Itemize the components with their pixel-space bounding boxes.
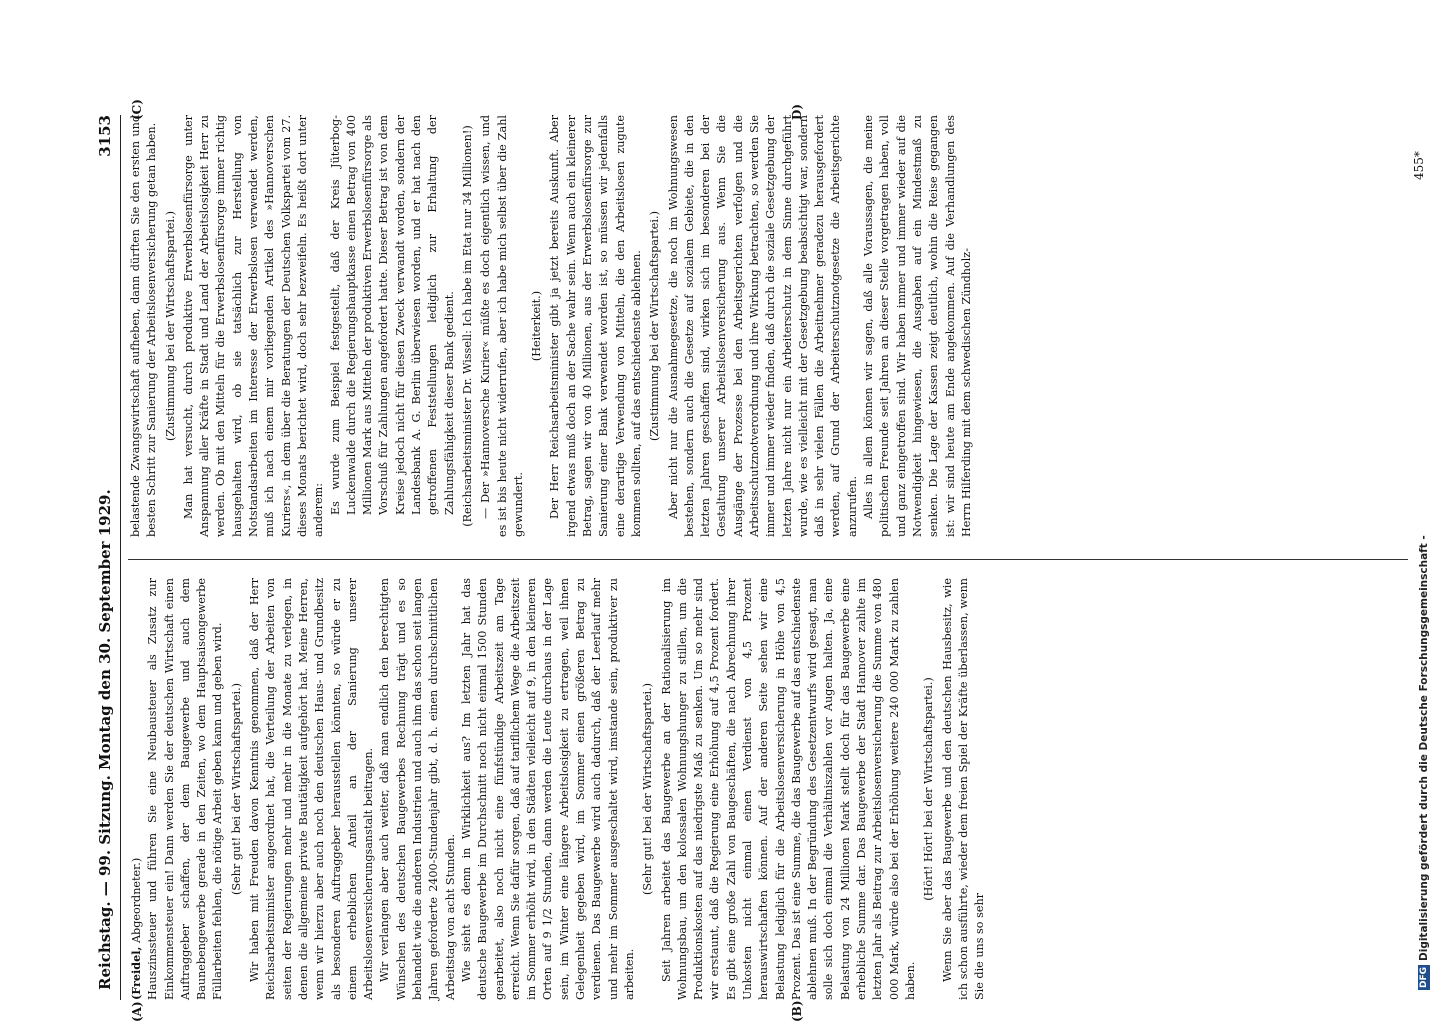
page-number: 3153 xyxy=(96,115,114,157)
interjection: (Reichsarbeitsminister Dr. Wissell: Ich habe im Etat nur 34 Millionen!) xyxy=(460,115,476,537)
paragraph: Alles in allem können wir sagen, daß alle Voraussagen, die meine politischen Freunde seit Jahren an dieser Stelle vorgetragen haben, voll und ganz eingetroffen sind. Wir haben immer und immer wieder auf die Notwendigkeit hingewiesen, die Ausgaben auf ein Mindestmaß zu senken. Die Lage der Kassen zeigt deutlich, wohin die Reise gegangen ist: wir sind heute am Ende angekommen. Auf die Verhandlungen des Herrn Hilferding mit dem schwedischen Zündholz- xyxy=(861,115,975,537)
margin-mark-b: (B) xyxy=(790,1001,804,1022)
speaker-name: (Freidel, xyxy=(129,947,143,1000)
paragraph: Man hat versucht, durch produktive Erwerbslosenfürsorge unter Anspannung aller Kräfte in Stadt und Land der Arbeitslosigkeit Herr zu werden. Ob mit den Mitteln für die Erwerbslosenfürsorge immer richtig hausgehalten wird, ob sie tatsächlich zur Herstellung von Notstandsarbeiten im Interesse der Erwerbslosen verwendet werden, muß ich nach einem mir vorliegenden Artikel des »Hannoverschen Kuriers«, in dem über die Beratungen der Deutschen Volkspartei vom 27. dieses Monats berichtet wird, doch sehr bezweifeln. Es heißt dort unter anderem: xyxy=(181,115,328,537)
header-rule xyxy=(120,115,121,1000)
interjection: (Zustimmung bei der Wirtschaftspartei.) xyxy=(647,115,663,537)
quotation: Es wurde zum Beispiel festgestellt, daß der Kreis Jüterbog-Luckenwalde durch die Regierungshauptkasse einen Betrag von 400 Millionen Mark aus Mitteln der produktiven Erwerbslosenfürsorge als Vorschuß für Zahlungen angefordert hatte. Dieser Betrag ist von dem Kreise jedoch nicht für diesen Zweck verwandt worden, sondern der Landesbank A. G. Berlin überwiesen worden, und er hat nach den getroffenen Feststellungen lediglich zur Erhaltung der Zahlungsfähigkeit dieser Bank gedient. xyxy=(328,115,458,537)
dfg-note-text: Digitalisierung gefördert durch die Deutsche Forschungsgemeinschaft - xyxy=(1418,535,1430,961)
paragraph: Aber nicht nur die Ausnahmegesetze, die noch im Wohnungswesen bestehen, sondern auch die Gesetze auf sozialem Gebiete, die in den letzten Jahren geschaffen sind, wirken sich im besonderen bei der Gestaltung unserer Arbeitslosenversicherung aus. Wenn Sie die Ausgänge der Prozesse bei den Arbeitsgerichten verfolgen und die Arbeitsschutznotverordnung und ihre Wirkung betrachten, so werden Sie immer und immer wieder finden, daß durch die soziale Gesetzgebung der letzten Jahre nicht nur ein Arbeiterschutz in dem Sinne durchgeführt wurde, wie es vielleicht mit der Gesetzgebung beabsichtigt war, sondern daß in sehr vielen Fällen die Arbeitnehmer geradezu herausgefordert werden, auf Grund der Arbeiterschutznotgesetze die Arbeitsgerichte anzurufen. xyxy=(666,115,862,537)
paragraph: belastende Zwangswirtschaft aufheben, dann dürften Sie den ersten und besten Schritt zur Sanierung der Arbeitslosenversicherung getan haben. xyxy=(128,115,161,537)
margin-mark-a: (A) xyxy=(130,1001,144,1022)
dfg-side-note xyxy=(1416,10,1432,990)
paragraph: Der Herr Reichsarbeitsminister gibt ja jetzt bereits Auskunft. Aber irgend etwas muß doch an der Sache wahr sein. Wenn auch ein kleinerer Betrag, sagen wir von 40 Millionen, aus der Erwerbslosenfürsorge zur Sanierung einer Bank verwendet worden ist, so müssen wir jedenfalls eine derartige Verwendung von Mitteln, die den Arbeitslosen zugute kommen sollten, auf das entschiedenste ablehnen. xyxy=(547,115,645,537)
column-divider xyxy=(128,559,1408,560)
interjection: (Hört! Hört! bei der Wirtschaftspartei.) xyxy=(921,578,937,1000)
interjection: (Heiterkeit.) xyxy=(529,115,545,537)
paragraph: Hauszinssteuer und führen Sie eine Neubausteuer als Zusatz zur Einkommensteuer ein! Dann werden Sie der deutschen Wirtschaft einen Auftraggeber schaffen, der dem Baugewerbe und auch dem Baunebengewerbe gerade in den Zeiten, wo dem Hauptsaisongewerbe Füllarbeiten fehlen, die nötige Arbeit geben kann und geben wird. xyxy=(145,578,226,1000)
dfg-logo: DFG xyxy=(1418,965,1430,990)
signature-mark: 455* xyxy=(1412,151,1426,180)
interjection: (Sehr gut! bei der Wirtschaftspartei.) xyxy=(229,578,245,1000)
margin-mark-c: (C) xyxy=(130,99,144,120)
interjection: (Zustimmung bei der Wirtschaftspartei.) xyxy=(163,115,179,537)
speaker-role: Abgeordneter.) xyxy=(130,858,143,947)
paragraph: Seit Jahren arbeitet das Baugewerbe an der Rationalisierung im Wohnungsbau, um den kolossalen Wohnungshunger zu stillen, um die Produktionskosten auf das niedrigste Maß zu senken. Um so mehr sind wir erstaunt, daß die Regierung eine Erhöhung auf 4,5 Prozent fordert. Es gibt eine große Zahl von Baugeschäften, die nach Abrechnung ihrer Unkosten nicht einmal einen Verdienst von 4,5 Prozent herauswirtschaften können. Auf der anderen Seite sehen wir eine Belastung lediglich für die Arbeitslosenversicherung in Höhe von 4,5 Prozent. Das ist eine Summe, die das Baugewerbe auf das entschiedenste ablehnen muß. In der Begründung des Gesetzentwurfs wird gesagt, man solle sich doch einmal die Verhältniszahlen vor Augen halten. Ja, eine Belastung von 24 Millionen Mark stellt doch für das Baugewerbe eine erhebliche Summe dar. Das Baugewerbe der Stadt Hannover zahlte im letzten Jahr als Beitrag zur Arbeitslosenversicherung die Summe von 480 000 Mark, würde also bei der Erhöhung weitere 240 000 Mark zu zahlen haben. xyxy=(659,578,920,1000)
margin-mark-d: D) xyxy=(790,104,804,120)
page-header xyxy=(90,115,122,1000)
document-page xyxy=(90,115,1430,1000)
paragraph: Wir verlangen aber auch weiter, daß man endlich den berechtigten Wünschen des deutschen Baugewerbes Rechnung trägt und es so behandelt wie die anderen Industrien und auch ihm das schon seit langen Jahren geforderte 2400-Stundenjahr gibt, d. h. einen durchschnittlichen Arbeitstag von acht Stunden. xyxy=(377,578,458,1000)
header-title: Reichstag. — 99. Sitzung. Montag den 30. September 1929. xyxy=(96,489,114,990)
paragraph: Wenn Sie aber das Baugewerbe und den deutschen Hausbesitz, wie ich schon ausführte, wieder dem freien Spiel der Kräfte überlassen, wenn Sie die uns so sehr xyxy=(940,578,989,1000)
paragraph: Wie sieht es denn in Wirklichkeit aus? Im letzten Jahr hat das deutsche Baugewerbe im Durchschnitt noch nicht einmal 1500 Stunden gearbeitet, also noch nicht eine fünfstündige Arbeitszeit am Tage erreicht. Wenn Sie dafür sorgen, daß auf tariflichem Wege die Arbeitszeit im Sommer erhöht wird, in den Städten vielleicht auf 9, in den kleineren Orten auf 9 1/2 Stunden, dann werden die Leute durchaus in der Lage sein, im Winter eine längere Arbeitslosigkeit zu ertragen, weil ihnen Gelegenheit gegeben wird, im Sommer einen größeren Betrag zu verdienen. Das Baugewerbe wird auch dadurch, daß der Leerlauf mehr und mehr im Sommer ausgeschaltet wird, imstande sein, produktiver zu arbeiten. xyxy=(459,578,638,1000)
speaker-line xyxy=(128,578,145,1000)
interjection: (Sehr gut! bei der Wirtschaftspartei.) xyxy=(640,578,656,1000)
left-column xyxy=(128,578,1428,1000)
right-column xyxy=(128,115,1428,537)
paragraph: — Der »Hannoversche Kurier« müßte es doch eigentlich wissen, und es ist bis heute nicht widerrufen, aber ich habe mich selbst über die Zahl gewundert. xyxy=(478,115,527,537)
paragraph: Wir haben mit Freuden davon Kenntnis genommen, daß der Herr Reichsarbeitsminister angeordnet hat, die Verteilung der Arbeiten von seiten der Regierungen mehr und mehr in die Monate zu verlegen, in denen die allgemeine private Bautätigkeit aufgehört hat. Meine Herren, wenn wir hierzu aber auch noch den deutschen Haus- und Grundbesitz als besonderen Auftraggeber herausstellen könnten, so würde er zu einem erheblichen Anteil an der Sanierung unserer Arbeitslosenversicherungsanstalt beitragen. xyxy=(247,578,377,1000)
